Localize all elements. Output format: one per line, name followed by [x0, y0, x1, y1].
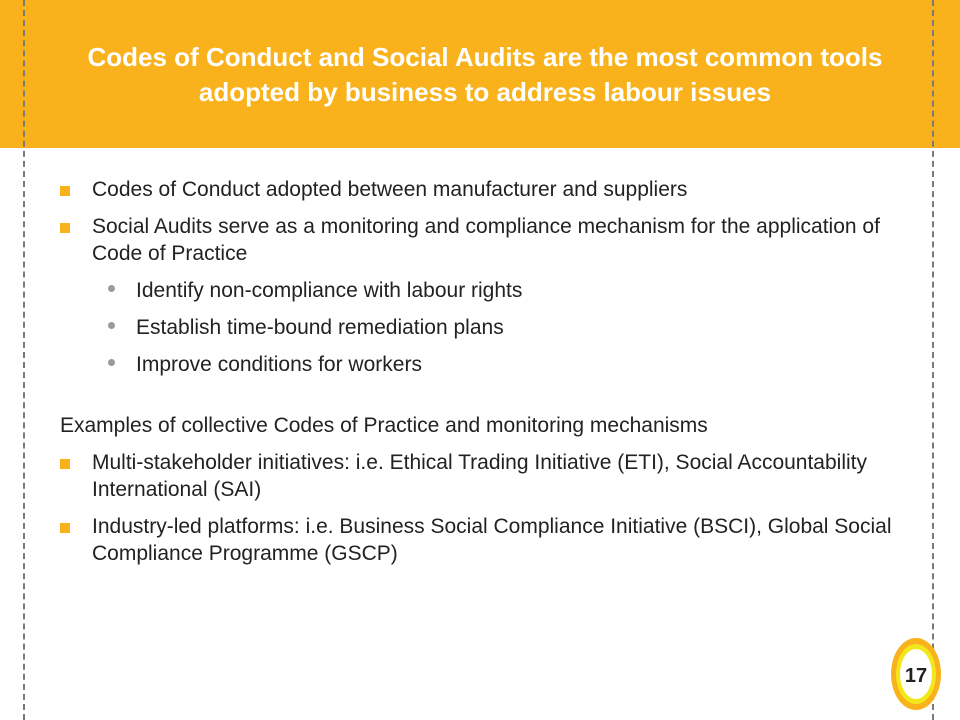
slide-title: Codes of Conduct and Social Audits are the most common tools adopted by business to address labour issues	[87, 42, 883, 107]
sub-bullet-text: Identify non-compliance with labour rights	[136, 279, 523, 302]
dot-bullet-icon	[108, 322, 115, 329]
bullet-item	[60, 449, 900, 503]
examples-heading: Examples of collective Codes of Practice and monitoring mechanisms	[60, 414, 708, 437]
bullet-item	[60, 176, 900, 203]
sub-bullet-item	[60, 314, 900, 341]
sub-bullet-text: Improve conditions for workers	[136, 353, 422, 376]
sub-bullet-item	[60, 351, 900, 378]
sub-bullet-item	[60, 277, 900, 304]
bullet-text: Codes of Conduct adopted between manufacturer and suppliers	[92, 178, 688, 201]
right-guide-line	[932, 0, 934, 720]
spacer	[60, 388, 900, 412]
bullet-text: Industry-led platforms: i.e. Business Social Compliance Initiative (BSCI), Global Social Compliance Programme (GSCP)	[92, 515, 892, 565]
bullet-item	[60, 213, 900, 267]
bullet-text: Social Audits serve as a monitoring and compliance mechanism for the application of Code of Practice	[92, 215, 880, 265]
square-bullet-icon	[60, 186, 70, 196]
square-bullet-icon	[60, 523, 70, 533]
page-number-badge	[887, 633, 945, 715]
page-number: 17	[904, 665, 928, 687]
square-bullet-icon	[60, 223, 70, 233]
left-guide-line	[23, 0, 25, 720]
square-bullet-icon	[60, 459, 70, 469]
dot-bullet-icon	[108, 359, 115, 366]
slide-content	[60, 176, 900, 577]
bullet-text: Multi-stakeholder initiatives: i.e. Ethical Trading Initiative (ETI), Social Accountability International (SAI)	[92, 451, 868, 501]
dot-bullet-icon	[108, 285, 115, 292]
bullet-item	[60, 513, 900, 567]
sub-bullet-text: Establish time-bound remediation plans	[136, 316, 504, 339]
